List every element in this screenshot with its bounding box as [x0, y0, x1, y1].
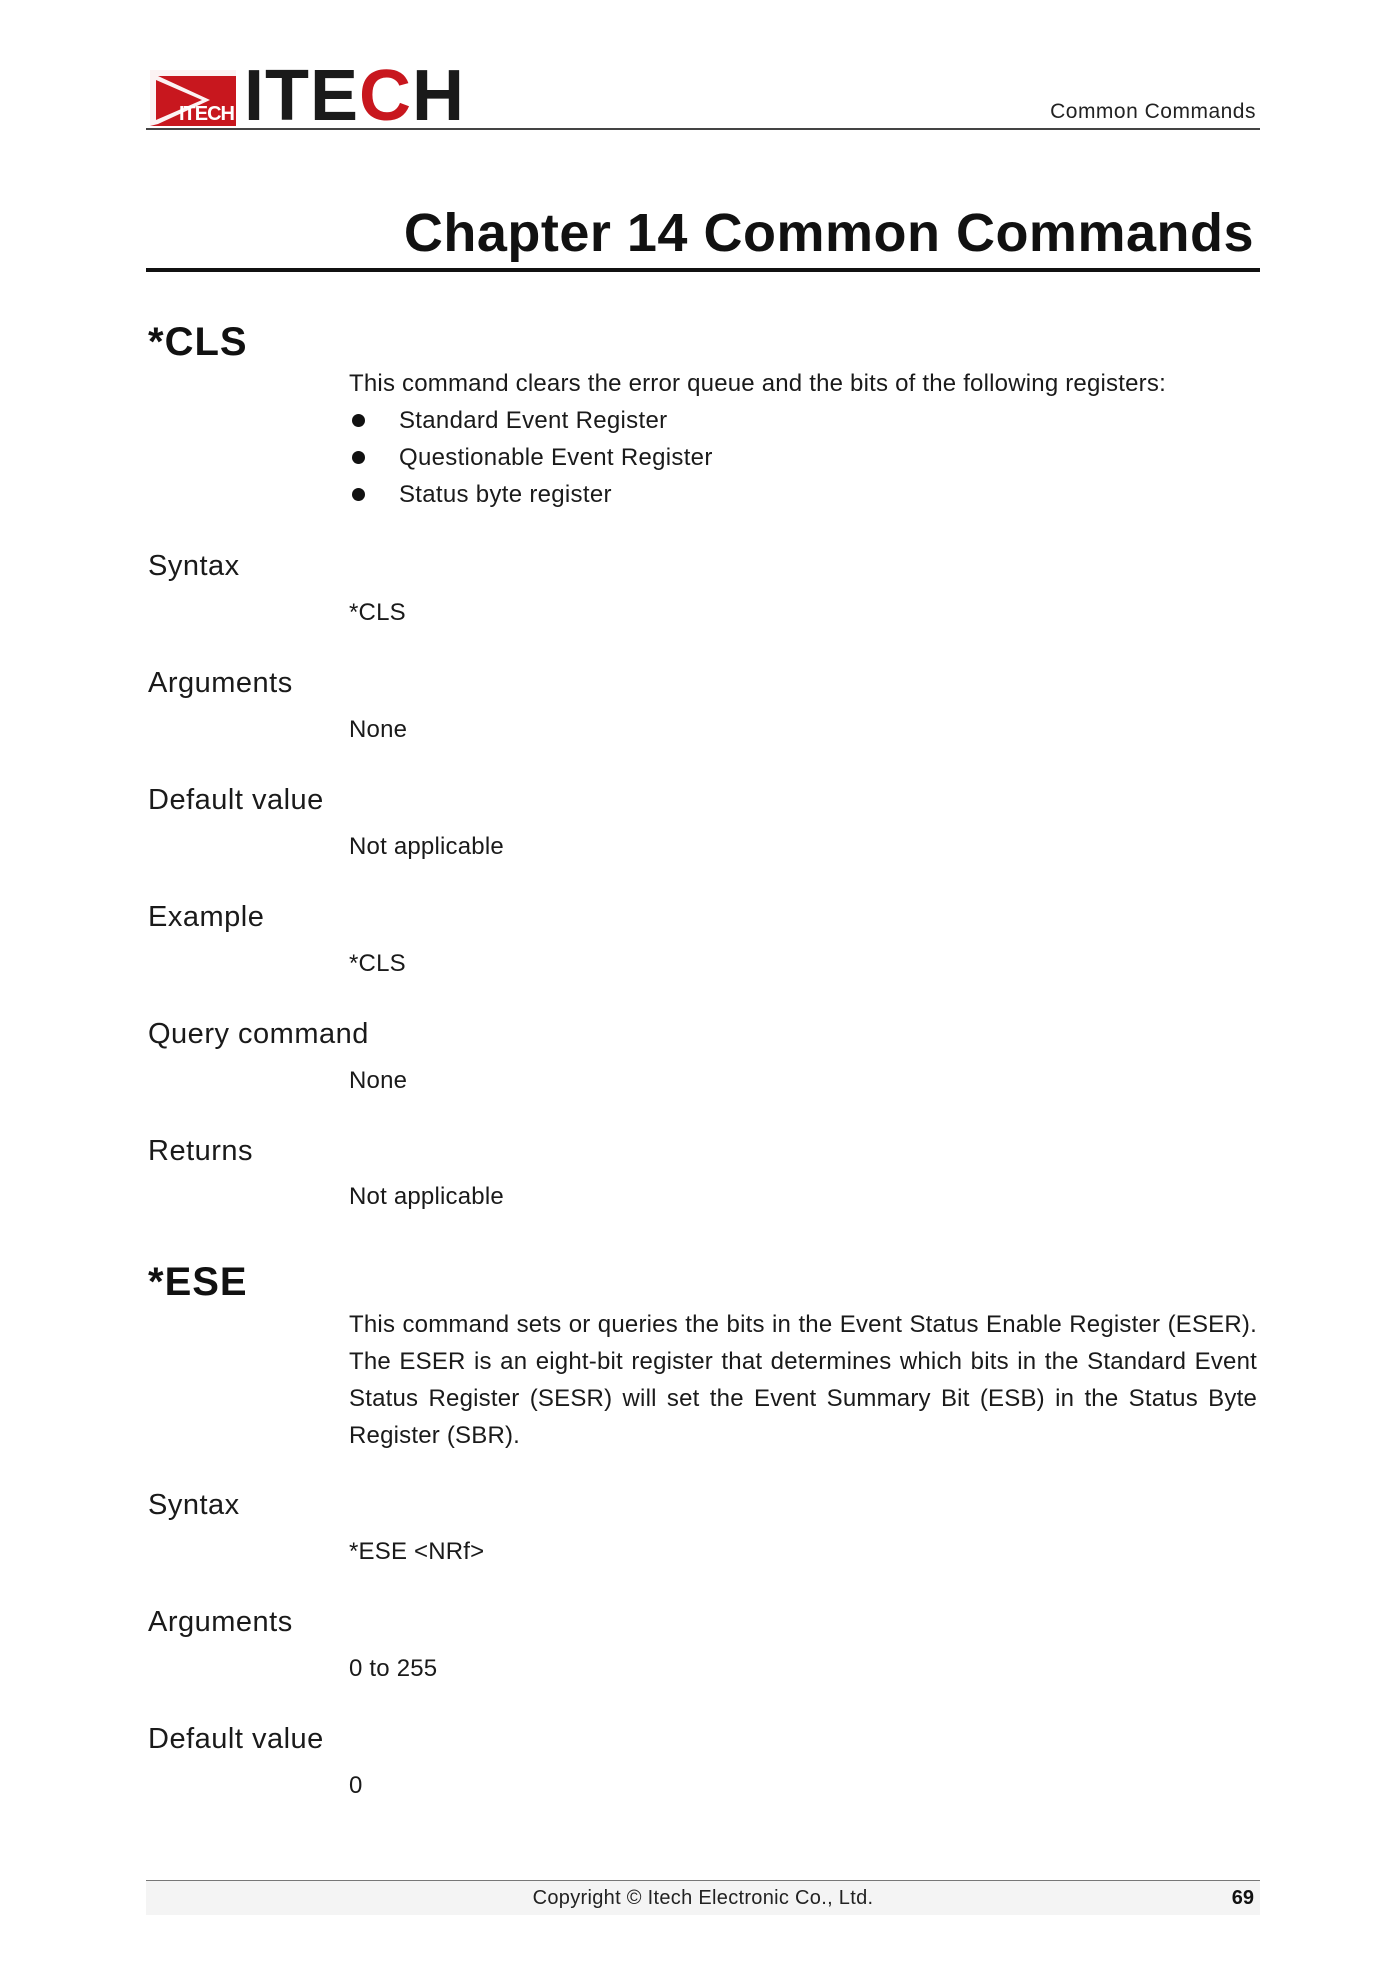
page-footer — [146, 1880, 1260, 1915]
cls-default: Not applicable — [349, 833, 504, 860]
list-item-label: Status byte register — [399, 480, 612, 508]
cls-arguments: None — [349, 716, 408, 743]
list-item — [349, 439, 713, 476]
logo-word-right: H — [412, 56, 466, 136]
cls-default-label: Default value — [148, 784, 324, 816]
cls-heading: *CLS — [148, 320, 248, 364]
cls-returns: Not applicable — [349, 1183, 504, 1210]
logo-wordmark — [244, 56, 466, 136]
page-header — [146, 56, 1260, 136]
logo-mark-text: ITECH — [179, 103, 234, 125]
itech-logo — [150, 56, 466, 136]
logo-mark — [150, 70, 236, 126]
bullet-icon — [352, 414, 365, 427]
cls-query-label: Query command — [148, 1018, 369, 1050]
cls-query: None — [349, 1067, 408, 1094]
ese-arguments-label: Arguments — [148, 1606, 293, 1638]
ese-description: This command sets or queries the bits in the Event Status Enable Register (ESER). The ESER is an eight-bit register that determines which bits in the Standard Event Status Register (SESR) will set the Event Summary Bit (ESB) in the Status Byte Register (SBR). — [349, 1311, 1257, 1449]
cls-register-list — [349, 402, 713, 513]
bullet-icon — [352, 488, 365, 501]
cls-description: This command clears the error queue and the bits of the following registers: — [349, 370, 1166, 397]
page-number: 69 — [1231, 1887, 1254, 1909]
cls-example-label: Example — [148, 901, 265, 933]
cls-syntax: *CLS — [349, 599, 406, 626]
ese-arguments: 0 to 255 — [349, 1655, 438, 1682]
footer-copyright: Copyright © Itech Electronic Co., Ltd. — [532, 1887, 874, 1909]
logo-word-left: ITE — [244, 56, 360, 136]
cls-arguments-label: Arguments — [148, 667, 293, 699]
list-item — [349, 402, 713, 439]
header-section-title: Common Commands — [1050, 100, 1256, 123]
logo-word-accent: C — [359, 56, 413, 136]
chapter-title: Chapter 14 Common Commands — [403, 203, 1254, 263]
ese-heading: *ESE — [148, 1260, 248, 1304]
list-item-label: Questionable Event Register — [399, 443, 713, 471]
list-item-label: Standard Event Register — [399, 406, 668, 434]
cls-returns-label: Returns — [148, 1135, 254, 1167]
ese-default-label: Default value — [148, 1723, 324, 1755]
list-item — [349, 476, 713, 513]
cls-syntax-label: Syntax — [148, 550, 240, 582]
ese-syntax: *ESE <NRf> — [349, 1538, 485, 1565]
chapter-title-block — [146, 200, 1260, 272]
ese-default: 0 — [349, 1772, 363, 1799]
cls-example: *CLS — [349, 950, 406, 977]
bullet-icon — [352, 451, 365, 464]
ese-syntax-label: Syntax — [148, 1489, 240, 1521]
